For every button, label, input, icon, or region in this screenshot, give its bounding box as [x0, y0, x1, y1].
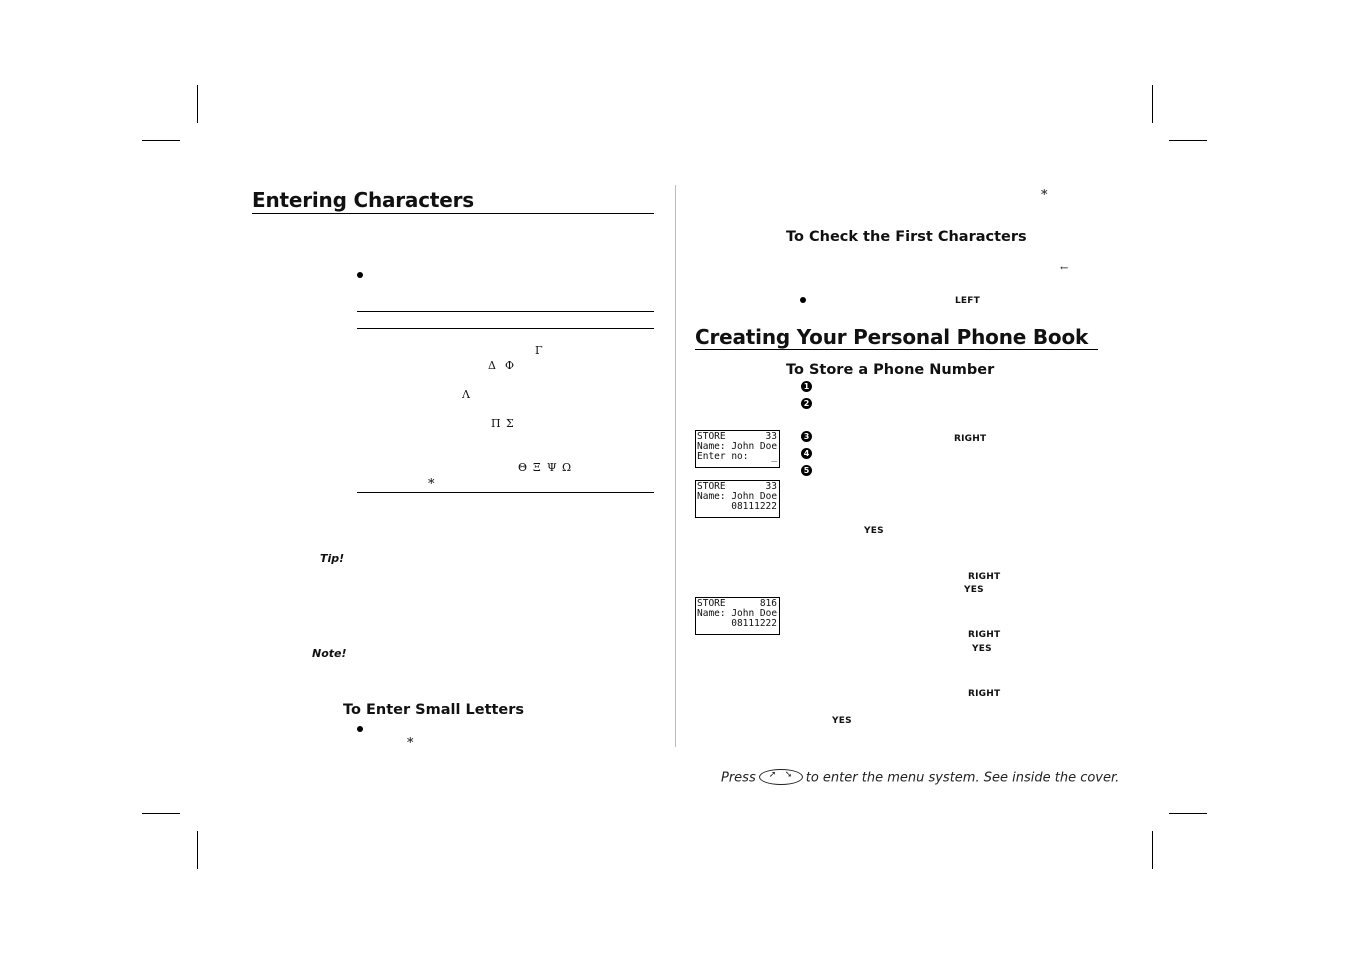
heading-small-letters: To Enter Small Letters	[343, 702, 525, 718]
footer-note	[721, 770, 1119, 786]
lcd-text: STORE	[697, 431, 726, 442]
lcd-text: 33	[765, 431, 777, 442]
footer-text: to enter the menu system. See inside the cover.	[805, 770, 1120, 786]
lcd-text: _	[771, 450, 777, 462]
crop-mark	[142, 813, 180, 814]
bullet	[357, 726, 363, 732]
crop-mark	[197, 85, 198, 123]
page-title-left: Entering Characters	[252, 188, 474, 212]
char-theta: Θ	[518, 461, 528, 474]
table-rule-header	[357, 328, 654, 329]
key-yes: YES	[864, 526, 884, 536]
step-1-icon: 1	[801, 381, 812, 392]
key-right: RIGHT	[954, 434, 987, 444]
heading-store-number: To Store a Phone Number	[786, 362, 995, 378]
footer-text: Press	[721, 770, 756, 786]
key-right: RIGHT	[968, 572, 1001, 582]
lcd-text: Name: John Doe	[697, 440, 778, 452]
key-right: RIGHT	[968, 630, 1001, 640]
tip-label: Tip!	[320, 552, 345, 565]
bullet	[357, 272, 363, 278]
heading-check-characters: To Check the First Characters	[786, 229, 1027, 245]
char-lambda: Λ	[462, 388, 470, 401]
char-xi: Ξ	[533, 461, 541, 474]
step-4-icon: 4	[801, 448, 812, 459]
lcd-text: STORE	[697, 481, 726, 492]
char-phi: Φ	[505, 359, 515, 372]
lcd-text: Enter no:	[697, 450, 749, 462]
key-left: LEFT	[955, 296, 980, 306]
step-2-icon: 2	[801, 398, 812, 409]
title-underline	[695, 349, 1098, 350]
crop-mark	[142, 140, 180, 141]
lcd-text: 816	[759, 598, 777, 609]
crop-mark	[1152, 85, 1153, 123]
star-symbol: *	[1041, 188, 1048, 203]
star-symbol: *	[407, 736, 414, 751]
step-3-icon: 3	[801, 431, 812, 442]
table-rule-bottom	[357, 492, 654, 493]
column-divider	[675, 185, 676, 747]
key-right: RIGHT	[968, 689, 1001, 699]
table-rule-top	[357, 311, 654, 312]
key-yes: YES	[964, 585, 984, 595]
crop-mark	[1169, 813, 1207, 814]
char-sigma: Σ	[506, 417, 514, 430]
lcd-display	[695, 480, 780, 518]
key-yes: YES	[972, 644, 992, 654]
lcd-display	[695, 597, 780, 635]
crop-mark	[197, 831, 198, 869]
note-label: Note!	[312, 647, 347, 660]
char-omega: Ω	[562, 461, 572, 474]
char-pi: Π	[491, 417, 501, 430]
lcd-text: 33	[765, 481, 777, 492]
crop-mark	[1169, 140, 1207, 141]
title-underline	[252, 213, 654, 214]
lcd-display	[695, 430, 780, 468]
lcd-text: Name: John Doe	[697, 490, 778, 502]
char-delta: Δ	[488, 359, 496, 372]
key-yes: YES	[832, 716, 852, 726]
lcd-text: 08111222	[731, 617, 777, 629]
bullet	[800, 297, 806, 303]
char-star: *	[428, 477, 435, 492]
lcd-text: 08111222	[731, 500, 777, 512]
char-psi: Ψ	[547, 461, 557, 474]
step-5-icon: 5	[801, 465, 812, 476]
char-gamma: Γ	[535, 344, 543, 357]
page-title-right: Creating Your Personal Phone Book	[695, 325, 1089, 349]
menu-key-icon: ➚ ➘	[759, 769, 803, 785]
lcd-text: STORE	[697, 598, 726, 609]
left-arrow-icon: ←	[1060, 263, 1069, 274]
lcd-text: Name: John Doe	[697, 607, 778, 619]
crop-mark	[1152, 831, 1153, 869]
